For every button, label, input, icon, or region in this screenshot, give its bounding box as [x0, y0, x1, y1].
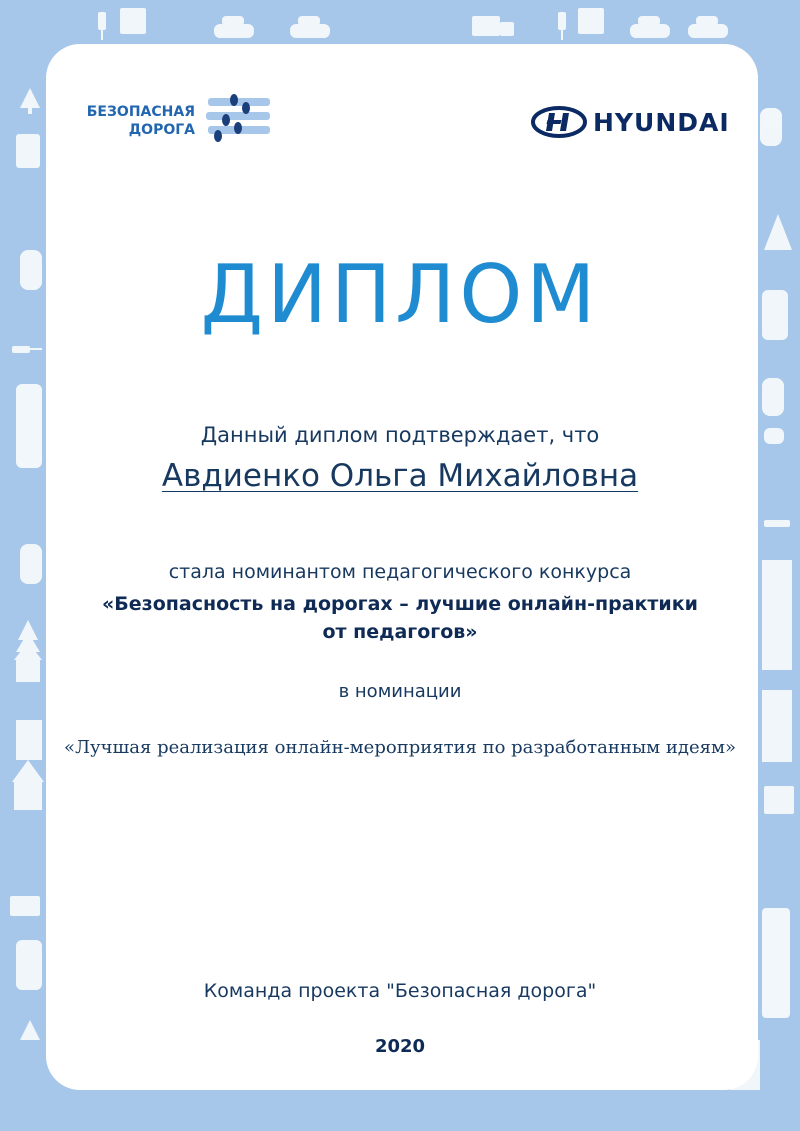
recipient-name: Авдиенко Ольга Михайловна	[161, 458, 639, 494]
year: 2020	[374, 1036, 426, 1057]
traffic-light-icon	[764, 520, 790, 527]
hyundai-logo	[531, 106, 731, 138]
contest-title	[0, 590, 800, 646]
car-icon	[290, 16, 330, 38]
nomination-title: «Лучшая реализация онлайн-мероприятия по разработанным идеям»	[64, 737, 736, 758]
pedestrian-crossing-sign-icon	[120, 8, 146, 34]
pedestrian-crossing-sign-icon	[764, 214, 792, 250]
car-icon	[762, 378, 784, 416]
footprints-crosswalk-icon	[204, 94, 274, 144]
house-icon	[14, 642, 42, 682]
became-text: стала номинантом педагогического конкурса	[168, 561, 632, 583]
logo-line-2: ДОРОГА	[128, 122, 195, 138]
truck-icon	[16, 134, 40, 168]
traffic-light-icon	[558, 12, 566, 40]
diploma-title: ДИПЛОМ	[200, 248, 600, 341]
logo-line-1: БЕЗОПАСНАЯ	[86, 104, 195, 120]
pedestrian-crossing-sign-icon	[578, 8, 604, 34]
car-icon	[214, 16, 254, 38]
nomination-label: в номинации	[338, 681, 462, 702]
tree-icon	[20, 88, 40, 114]
traffic-light-icon	[12, 346, 42, 353]
team-signature: Команда проекта "Безопасная дорога"	[203, 980, 597, 1002]
bezopasnaya-doroga-logo	[77, 94, 277, 150]
hyundai-emblem-icon	[531, 106, 587, 138]
traffic-light-icon	[98, 12, 106, 40]
hyundai-wordmark: HYUNDAI	[593, 108, 730, 137]
contest-title-line-1: «Безопасность на дорогах – лучшие онлайн-практики	[102, 593, 698, 615]
confirm-text: Данный диплом подтверждает, что	[200, 423, 600, 447]
truck-icon	[472, 16, 514, 36]
car-icon	[760, 108, 782, 146]
pedestrian-crossing-sign-icon	[10, 896, 40, 916]
house-icon	[12, 760, 44, 810]
car-icon	[630, 16, 670, 38]
contest-title-line-2: от педагогов»	[322, 621, 478, 643]
car-icon	[688, 16, 728, 38]
pedestrian-crossing-sign-icon	[764, 786, 794, 814]
